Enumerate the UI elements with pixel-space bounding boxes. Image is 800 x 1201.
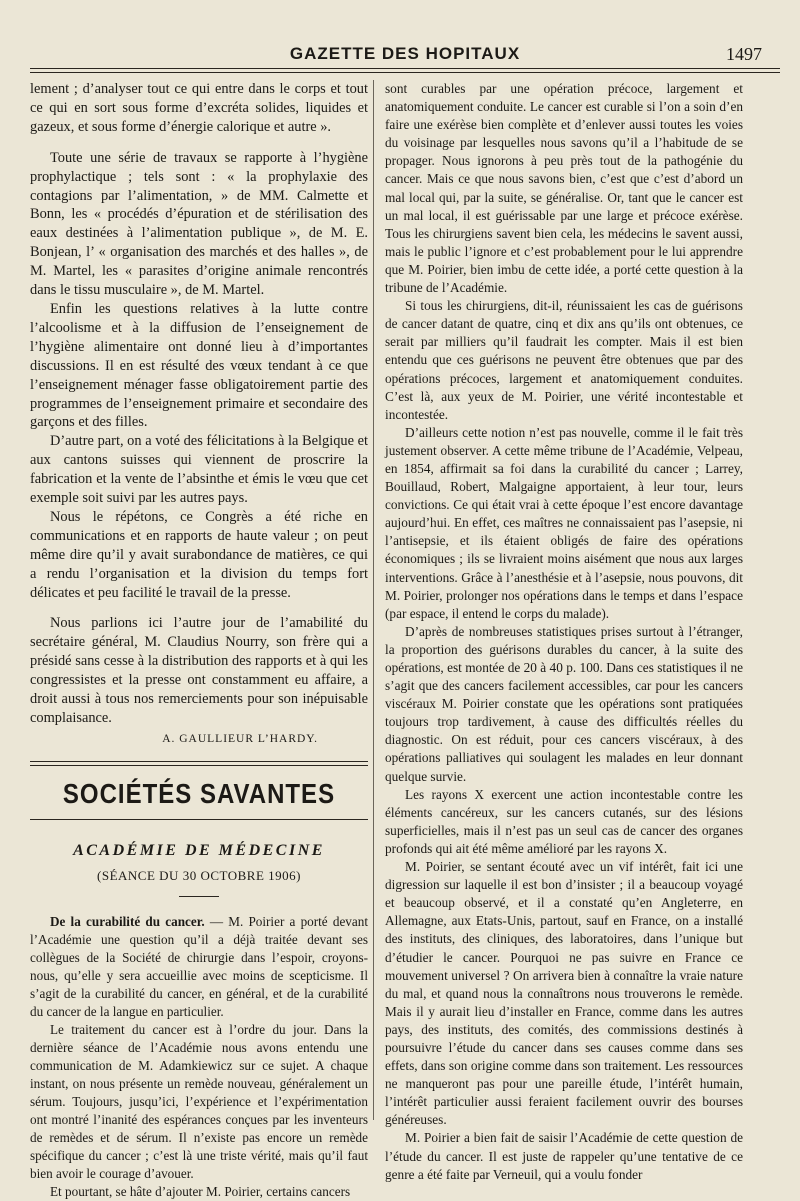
article-lead-text: — M. Poirier a porté devant l’Académie une question qu’il a déjà traitée devant ses collègues de la Société de chirurgie dans l’espoir, croyons-nous, qu’elle y sera accueillie avec moins de scepticisme. Il s’agit de la curabilité du cancer, en général, et de la curabilité du cancer de la langue en particulier. — [30, 913, 368, 1019]
paragraph: Si tous les chirurgiens, dit-il, réunissaient les cas de guérisons de cancer datant de quatre, cinq et dix ans qu’ils ont obtenues, ce serait par milliers qu’il faudrait les compter. Mais il est bien entendu que ces guérisons ne peuvent être obtenues que par des opérations précoces, largement et anatomiquement conduites. C’est là, aux yeux de M. Poirier, une vérité incontestable et incontestée. — [385, 298, 743, 422]
column-divider — [373, 80, 374, 1120]
journal-title: GAZETTE DES HOPITAUX — [289, 44, 521, 63]
page-number: 1497 — [726, 44, 762, 64]
paragraph: M. Poirier, se sentant écouté avec un vif intérêt, fait ici une digression sur laquelle il est bon d’insister ; il a beaucoup voyagé et beaucoup observé, et il a constaté qu’en Angleterre, en Allemagne, aux Etats-Unis, partout, sauf en France, on a installé des instituts, des cliniques, des laboratoires, dans l’unique but d’étudier le cancer. Pourquoi ne pas suivre en France ce mouvement universel ? On arrivera bien à connaître la vraie nature du mal, et quand nous la connaîtrons nous trouverons le remède. Mais il y aurait lieu d’installer en France, comme dans les autres pays, des instituts, des comités, des commissions destinés à poursuivre l’étude du cancer dans ses causes comme dans ses effets, dans son origine comme dans son traitement. Les ressources ne manqueront pas pour une pareille étude, l’intérêt humain, l’intérêt particulier aussi feraient facilement ouvrir des bourses généreuses. — [385, 859, 743, 1128]
right-column — [385, 80, 743, 1184]
paragraph: Et pourtant, se hâte d’ajouter M. Poirier, certains cancers — [50, 1183, 351, 1199]
paragraph: D’ailleurs cette notion n’est pas nouvelle, comme il le fait très justement observer. A cette même tribune de l’Académie, Velpeau, en 1854, affirmait sa foi dans la curabilité du cancer ; Larrey, Bouillaud, Robert, Malgaigne apportaient, à leur tour, leurs convictions. Ce qui était vrai à cette époque l’est encore davantage aujourd’hui. En effet, ces maîtres ne connaissaient pas l’asepsie, ni l’antisepsie, et ils étaient obligés de faire des opérations économiques ; ils se livraient moins aisément que nous aux larges interventions. Grâce à l’anesthésie et à l’asepsie, nous pouvons, dit M. Poirier, prolonger nos opérations dans le temps et dans l’espace (par espace, il entend le corps du malade). — [385, 424, 743, 621]
paragraph: Les rayons X exercent une action incontestable contre les éléments cancéreux, sur les cancers cutanés, sur des lésions superficielles, mais il n’est pas un seul cas de cancer des organes profonds qui ait été même amélioré par les rayons X. — [385, 786, 743, 856]
paragraph: D’après de nombreuses statistiques prises surtout à l’étranger, la proportion des guérisons durables du cancer, à la suite des opérations, est montée de 20 à 40 p. 100. Dans ces statistiques il ne s’agit que des cancers facilement accessibles, car pour les cancers viscéraux M. Poirier constate que les opérations sont pratiquées toujours trop tardivement, à cause des difficultés réelles du diagnostic. On est réduit, pour ces cancers viscéraux, à des opérations palliatives qui soulagent les malades en leur donnant quelque survie. — [385, 623, 743, 784]
paragraph: Toute une série de travaux se rapporte à l’hygiène prophylactique ; tels sont : « la prophylaxie des contagions par l’alimentation, » de MM. Calmette et Bonn, les « procédés d’épuration et de stérilisation des eaux destinées à l’alimentation publique », de M. E. Bonjean, l’ « organisation des marchés et des halles », de M. Martel, les « parasites d’origine animale rencontrés dans le tissu musculaire », de M. Martel. — [30, 149, 368, 299]
author-signature: A. GAULLIEUR L’HARDY. — [162, 732, 318, 745]
paragraph: sont curables par une opération précoce, largement et anatomiquement conduite. Le cancer est curable si l’on a soin d’en faire une exérèse bien complète et d’enlever aussi toutes les voies du voisinage par lesquelles nous savons qu’il a l’habitude de se propager. Nous ignorons à peu près tout de la pathogénie du cancer. Mais ce que nous savons bien, c’est que c’est d’abord un mal local qui, par la suite, se généralise. Or, tant que le cancer est un mal local, il est guérissable par une large et précoce exérèse. Tous les chirurgiens savent bien cela, les médecins le savent aussi, mais le public l’ignore et c’est probablement pour le lui apprendre que M. Poirier, bien imbu de cette idée, a porté cette question à la tribune de l’Académie. — [385, 81, 743, 296]
section-rule-thin — [30, 765, 368, 766]
header-rule-thin — [30, 72, 780, 73]
paragraph: M. Poirier a bien fait de saisir l’Académie de cette question de l’étude du cancer. Il est juste de rappeler qu’une tentative de ce genre a été faite par Verneuil, qui a voulu fonder — [385, 1130, 743, 1182]
paragraph: Nous le répétons, ce Congrès a été riche en communications et en rapports de haute valeur ; on peut même dire qu’il y avait surabondance de matières, ce qui a rendu l’organisation et la division du temps fort délicates et peu facilité le travail de la presse. — [30, 508, 368, 601]
section-rule-bottom — [30, 819, 368, 820]
academy-heading: ACADÉMIE DE MÉDECINE — [73, 841, 325, 859]
session-date: (SÉANCE DU 30 OCTOBRE 1906) — [97, 867, 301, 883]
short-divider — [179, 896, 219, 897]
paragraph: Enfin les questions relatives à la lutte contre l’alcoolisme et à la diffusion de l’enseignement de l’hygiène alimentaire ont donné lieu à d’importantes discussions. Il en est résulté des vœux tendant à ce que l’enseignement ménager fasse obligatoirement partie des programmes de l’enseignement primaire et secondaire des garçons et des filles. — [30, 300, 368, 431]
section-rule — [30, 761, 368, 762]
paragraph: Le traitement du cancer est à l’ordre du jour. Dans la dernière séance de l’Académie nous avons entendu une communication de M. Adamkiewicz sur ce sujet. A chaque instant, on nous présente un remède nouveau, généralement un sérum. Toujours, jusqu’ici, l’expérience et l’expérimentation ont montré l’inanité des espérances conçues par les inventeurs de remèdes et de sérum. Il n’existe pas encore un remède spécifique du cancer ; c’est là une triste vérité, mais qu’il faut bien avoir le courage d’avouer. — [30, 1021, 368, 1181]
paragraph: lement ; d’analyser tout ce qui entre dans le corps et tout ce qui en sort sous forme d’excréta solides, liquides et gazeux, et sous forme d’énergie calorique et autre ». — [30, 81, 368, 135]
page-header — [30, 40, 780, 68]
left-column — [30, 80, 368, 1201]
section-title: SOCIÉTÉS SAVANTES — [62, 778, 336, 810]
header-rule — [30, 68, 780, 69]
article-runin-title: De la curabilité du cancer. — [50, 913, 205, 929]
paragraph: Nous parlions ici l’autre jour de l’amabilité du secrétaire général, M. Claudius Nourry, son frère qui a présidé sans cesse à la distribution des rapports et à qui les congressistes et la presse ont constamment eu affaire, a droit aussi à tous nos remerciements pour son inépuisable complaisance. — [30, 615, 368, 726]
paragraph: D’autre part, on a voté des félicitations à la Belgique et aux cantons suisses qui viennent de proscrire la fabrication et la vente de l’absinthe et émis le vœu que cet exemple soit suivi par les autres pays. — [30, 433, 368, 507]
article-lead — [30, 913, 368, 1021]
